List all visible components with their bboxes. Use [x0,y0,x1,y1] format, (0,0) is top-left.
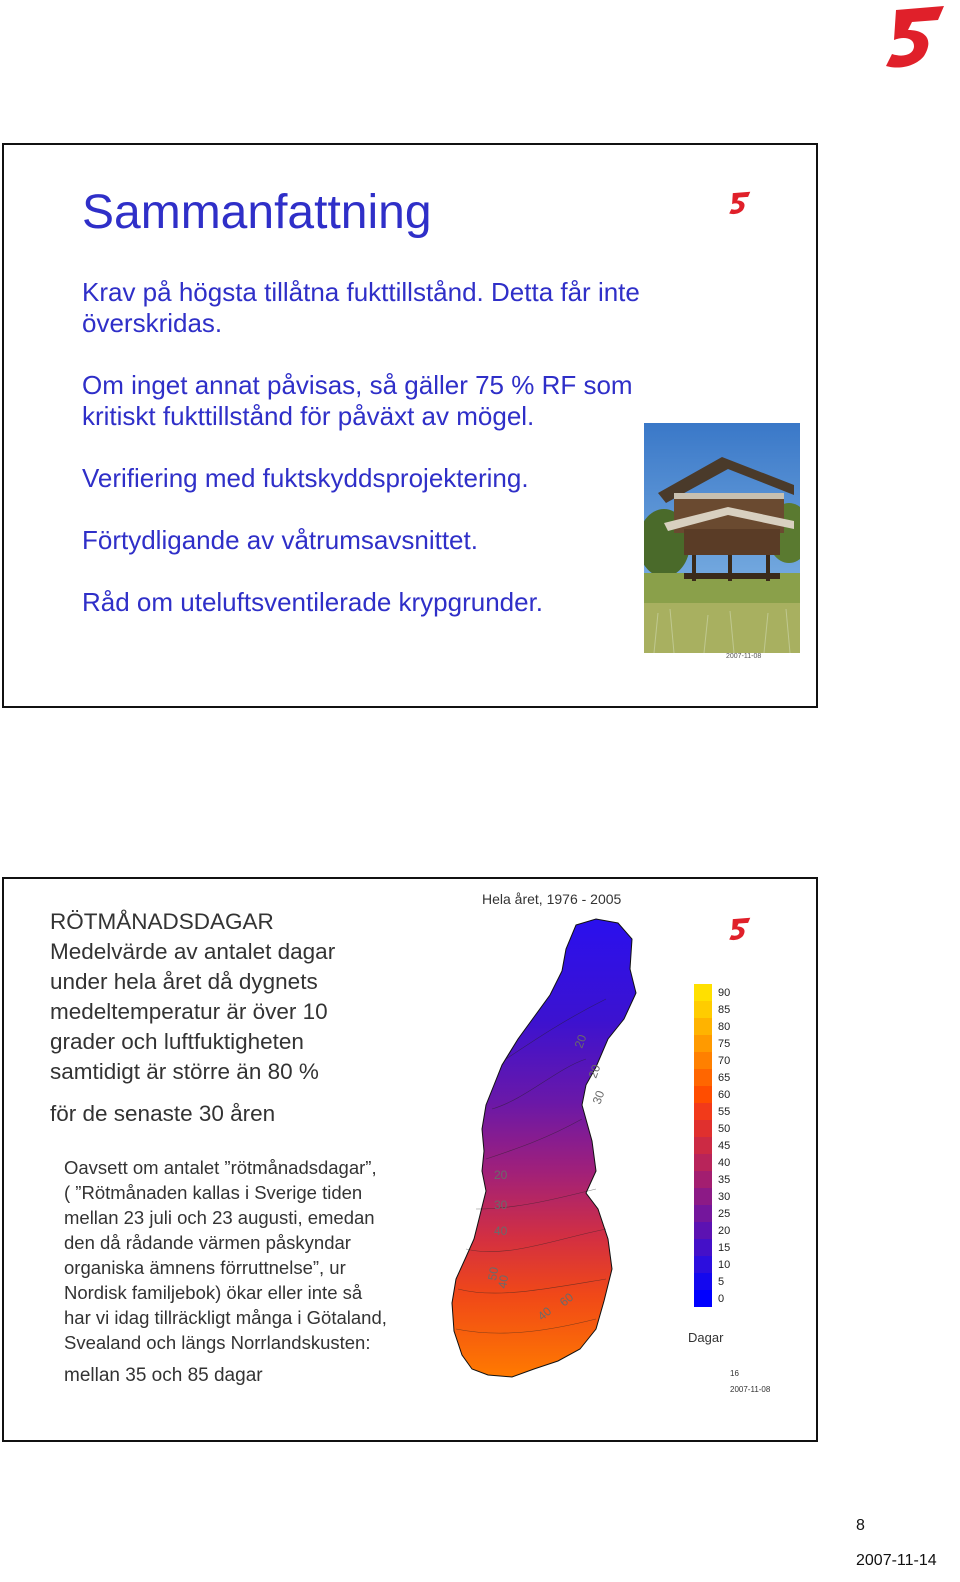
legend-label: 80 [718,1021,731,1033]
slide-title: Sammanfattning [82,186,432,239]
contour-label: 20 [585,1062,604,1081]
legend-swatch [694,1035,712,1052]
slide-date: 2007-11-08 [730,1385,771,1394]
legend-label: 50 [718,1123,731,1135]
legend-label: 70 [718,1055,731,1067]
legend-swatch [694,1154,712,1171]
legend-label: 55 [718,1106,731,1118]
bullet-item: Om inget annat påvisas, så gäller 75 % RF som kritiskt fukttillstånd för påväxt av mögel. [82,370,633,431]
heading-block [50,907,430,1087]
slide-rotmanadsdagar [2,877,818,1442]
legend-label: 10 [718,1259,731,1271]
contour-label: 40 [534,1303,555,1324]
heading-line: Medelvärde av antalet dagar [50,939,336,964]
heading-line: under hela året då dygnets [50,969,318,994]
heading-line: medeltemperatur är över 10 [50,999,328,1024]
legend-label: 35 [718,1174,731,1186]
heading-line: samtidigt är större än 80 % [50,1059,319,1084]
contour-label: 60 [556,1289,577,1310]
legend-swatch [694,1205,712,1222]
heading-line: grader och luftfuktigheten [50,1029,304,1054]
legend-swatch [694,984,712,1001]
slide-page-number: 16 [730,1369,739,1378]
legend-swatch [694,1086,712,1103]
contour-label: 40 [494,1224,508,1238]
bullet-item: Förtydligande av våtrumsavsnittet. [82,525,478,555]
slide-logo [726,917,752,941]
brand-logo [878,4,948,70]
body-line: organiska ämnens förruttnelse”, ur [64,1257,346,1278]
legend-label: 75 [718,1038,731,1050]
legend-swatch [694,1001,712,1018]
slide-logo [726,191,752,215]
legend-label: 40 [718,1157,731,1169]
legend-swatch [694,1137,712,1154]
legend-swatch [694,1018,712,1035]
body-line: mellan 23 juli och 23 augusti, emedan [64,1207,375,1228]
legend-swatch [694,1120,712,1137]
contour-label: 20 [571,1032,590,1051]
legend-unit: Dagar [688,1330,724,1345]
bullet-item: Krav på högsta tillåtna fukttillstånd. Detta får inte överskridas. [82,277,640,338]
map-title: Hela året, 1976 - 2005 [482,891,622,907]
slide-summary [2,143,818,708]
body-line: Svealand och längs Norrlandskusten: [64,1332,371,1353]
legend-swatch [694,1052,712,1069]
body-line: Oavsett om antalet ”rötmånadsdagar”, [64,1157,377,1178]
page-number: 8 [856,1517,865,1534]
legend-swatch [694,1273,712,1290]
legend-label: 60 [718,1089,731,1101]
contour-label: 50 [485,1265,502,1282]
body-line: har vi idag tillräckligt många i Götaland, [64,1307,387,1328]
page-date: 2007-11-14 [856,1552,937,1569]
legend-swatch [694,1188,712,1205]
bullet-list [82,277,642,618]
contour-label: 20 [494,1168,508,1182]
logo-swoosh-shape [886,6,944,68]
bullet-item: Verifiering med fuktskyddsprojektering. [82,463,529,493]
range-text: mellan 35 och 85 dagar [64,1365,263,1386]
body-line: den då rådande värmen påskyndar [64,1232,351,1253]
legend-label: 5 [718,1276,725,1288]
heading-title: RÖTMÅNADSDAGAR [50,909,274,934]
legend-label: 30 [718,1191,731,1203]
period-text: för de senaste 30 åren [50,1101,276,1126]
slide-date: 2007-11-08 [726,653,762,660]
legend-swatch [694,1239,712,1256]
contour-label: 40 [495,1273,512,1290]
legend-label: 45 [718,1140,731,1152]
legend-label: 25 [718,1208,731,1220]
sweden-map [446,909,656,1381]
legend-swatch [694,1069,712,1086]
legend-label: 15 [718,1242,731,1254]
legend-label: 65 [718,1072,731,1084]
body-line: Nordisk familjebok) ökar eller inte så [64,1282,363,1303]
legend-swatch [694,1256,712,1273]
legend-swatch [694,1222,712,1239]
legend-swatch [694,1103,712,1120]
bullet-item: Råd om uteluftsventilerade krypgrunder. [82,587,544,617]
color-legend-bar [694,984,712,1310]
body-text [64,1155,444,1355]
legend-label: 20 [718,1225,731,1237]
contour-label: 30 [494,1198,508,1212]
contour-label: 30 [589,1088,608,1107]
legend-label: 85 [718,1004,731,1016]
storehouse-photo [644,423,800,653]
legend-swatch [694,1290,712,1307]
legend-swatch [694,1171,712,1188]
body-line: ( ”Rötmånaden kallas i Sverige tiden [64,1182,363,1203]
legend-label: 90 [718,987,731,999]
legend-label: 0 [718,1293,725,1305]
